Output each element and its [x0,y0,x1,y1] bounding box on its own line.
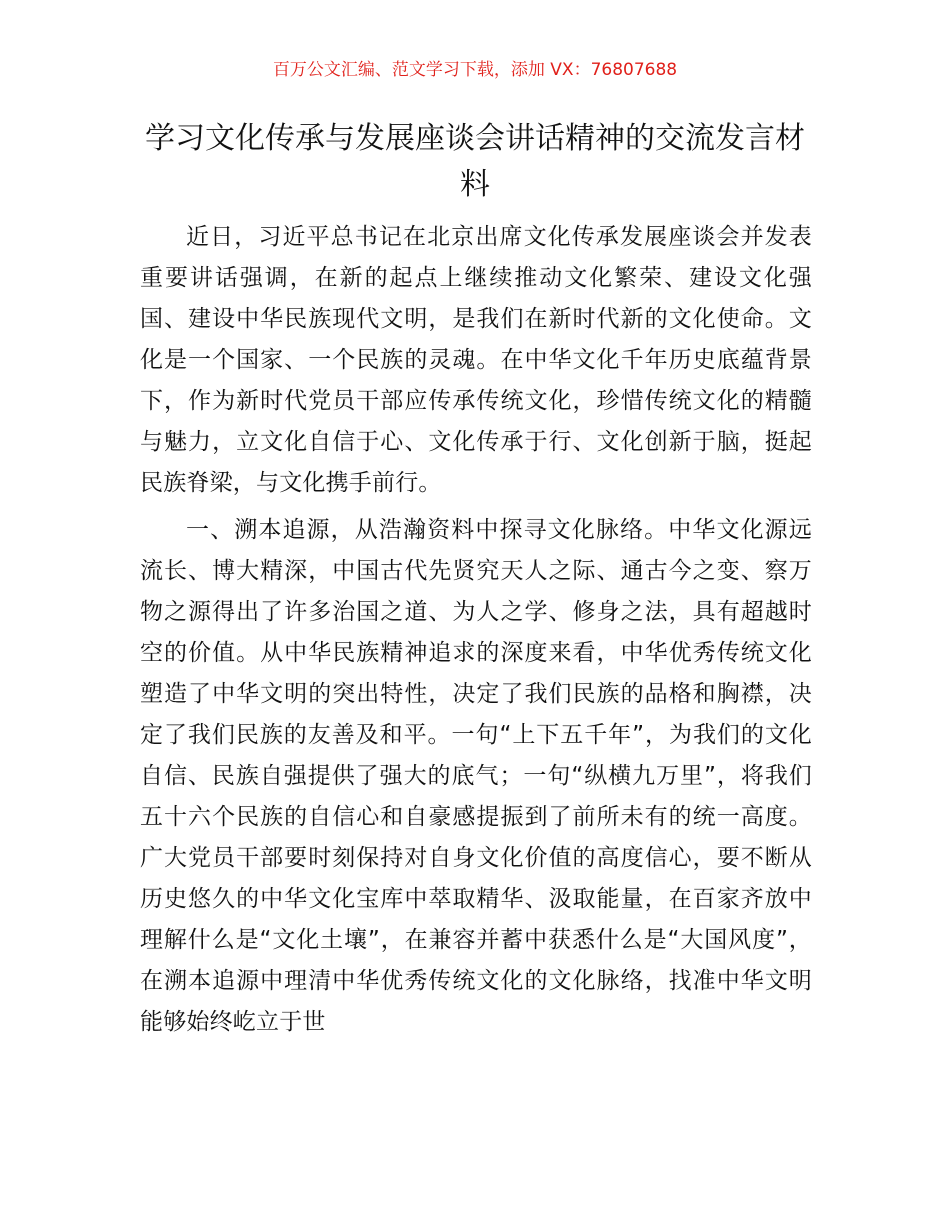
header-watermark-note: 百万公文汇编、范文学习下载，添加 VX：76807688 [272,60,678,80]
document-title: 学习文化传承与发展座谈会讲话精神的交流发言材料 [145,121,805,202]
paragraph-section-one: 一、溯本追源，从浩瀚资料中探寻文化脉络。中华文化源远流长、博大精深，中国古代先贤究天人之际、通古今之变、察万物之源得出了许多治国之道、为人之学、修身之法，具有超越时空的价值。从中华民族精神追求的深度来看，中华优秀传统文化塑造了中华文明的突出特性，决定了我们民族的品格和胸襟，决定了我们民族的友善及和平。一句“上下五千年”，为我们的文化自信、民族自强提供了强大的底气；一句“纵横九万里”，将我们五十六个民族的自信心和自豪感提振到了前所未有的统一高度。广大党员干部要时刻保持对自身文化价值的高度信心，要不断从历史悠久的中华文化宝库中萃取精华、汲取能量，在百家齐放中理解什么是“文化土壤”，在兼容并蓄中获悉什么是“大国风度”，在溯本追源中理清中华优秀传统文化的文化脉络，找准中华文明能够始终屹立于世 [140,517,812,1035]
document-body [140,217,812,1049]
paragraph-intro: 近日，习近平总书记在北京出席文化传承发展座谈会并发表重要讲话强调，在新的起点上继续推动文化繁荣、建设文化强国、建设中华民族现代文明，是我们在新时代新的文化使命。文化是一个国家、一个民族的灵魂。在中华文化千年历史底蕴背景下，作为新时代党员干部应传承传统文化，珍惜传统文化的精髓与魅力，立文化自信于心、文化传承于行、文化创新于脑，挺起民族脊梁，与文化携手前行。 [140,224,812,496]
